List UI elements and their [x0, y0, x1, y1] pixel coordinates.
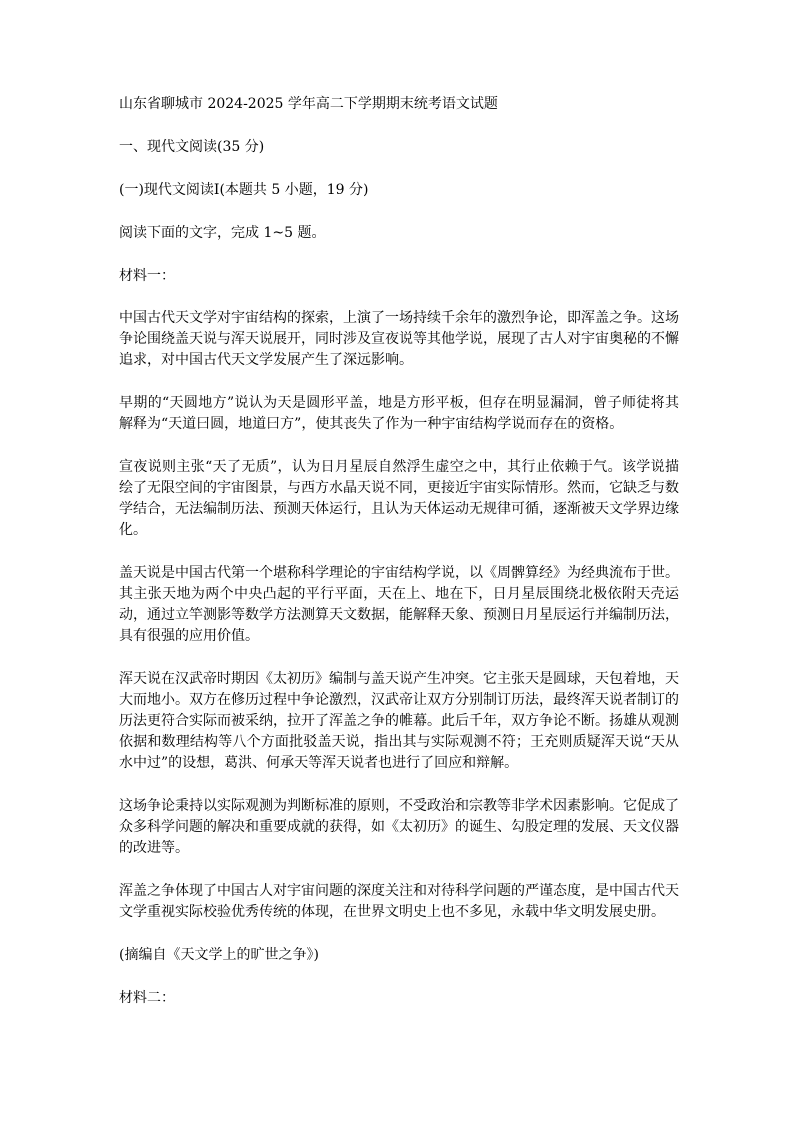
- paragraph-3: 宣夜说则主张“天了无质”，认为日月星辰自然浮生虚空之中，其行止依赖于气。该学说描绘了无限空间的宇宙图景，与西方水晶天说不同，更接近宇宙实际情形。然而，它缺乏与数学结合，无法编制历法、预测天体运行，且认为天体运动无规律可循，逐渐被天文学界边缘化。: [119, 459, 679, 538]
- reading-instruction: 阅读下面的文字，完成 1~5 题。: [119, 225, 326, 241]
- paragraph-4: 盖天说是中国古代第一个堪称科学理论的宇宙结构学说，以《周髀算经》为经典流布于世。其主张天地为两个中央凸起的平行平面，天在上、地在下，日月星辰围绕北极依附天壳运动，通过立竿测影等数学方法测算天文数据，能解释天象、预测日月星辰运行并编制历法，具有很强的应用价值。: [119, 565, 679, 644]
- paragraph-7: 浑盖之争体现了中国古人对宇宙问题的深度关注和对待科学问题的严谨态度，是中国古代天文学重视实际校验优秀传统的体现，在世界文明史上也不多见，永载中华文明发展史册。: [119, 883, 679, 920]
- section-heading: 一、现代文阅读(35 分): [119, 139, 265, 155]
- paragraph-1: 中国古代天文学对宇宙结构的探索，上演了一场持续千余年的激烈争论，即浑盖之争。这场争论围绕盖天说与浑天说展开，同时涉及宣夜说等其他学说，展现了古人对宇宙奥秘的不懈追求，对中国古代天文学发展产生了深远影响。: [119, 310, 679, 368]
- subsection-heading: (一)现代文阅读Ⅰ(本题共 5 小题，19 分): [119, 182, 369, 198]
- paragraph-6: 这场争论秉持以实际观测为判断标准的原则，不受政治和宗教等非学术因素影响。它促成了众多科学问题的解决和重要成就的获得，如《太初历》的诞生、勾股定理的发展、天文仪器的改进等。: [119, 798, 679, 856]
- document-page: [119, 94, 679, 1008]
- document-title: 山东省聊城市 2024-2025 学年高二下学期期末统考语文试题: [119, 96, 498, 112]
- paragraph-5: 浑天说在汉武帝时期因《太初历》编制与盖天说产生冲突。它主张天是圆球，天包着地，天大而地小。双方在修历过程中争论激烈，汉武帝让双方分别制订历法，最终浑天说者制订的历法更符合实际而被采纳，拉开了浑盖之争的帷幕。此后千年，双方争论不断。扬雄从观测依据和数理结构等八个方面批驳盖天说，指出其与实际观测不符；王充则质疑浑天说“天从水中过”的设想，葛洪、何承天等浑天说者也进行了回应和辩解。: [119, 671, 679, 771]
- material-two-label: 材料二：: [119, 990, 175, 1006]
- source-citation: (摘编自《天文学上的旷世之争》): [119, 947, 319, 963]
- material-one-label: 材料一：: [119, 268, 175, 284]
- paragraph-2: 早期的“天圆地方”说认为天是圆形平盖，地是方形平板，但存在明显漏洞，曾子师徒将其解释为“天道曰圆，地道曰方”，使其丧失了作为一种宇宙结构学说而存在的资格。: [119, 395, 679, 432]
